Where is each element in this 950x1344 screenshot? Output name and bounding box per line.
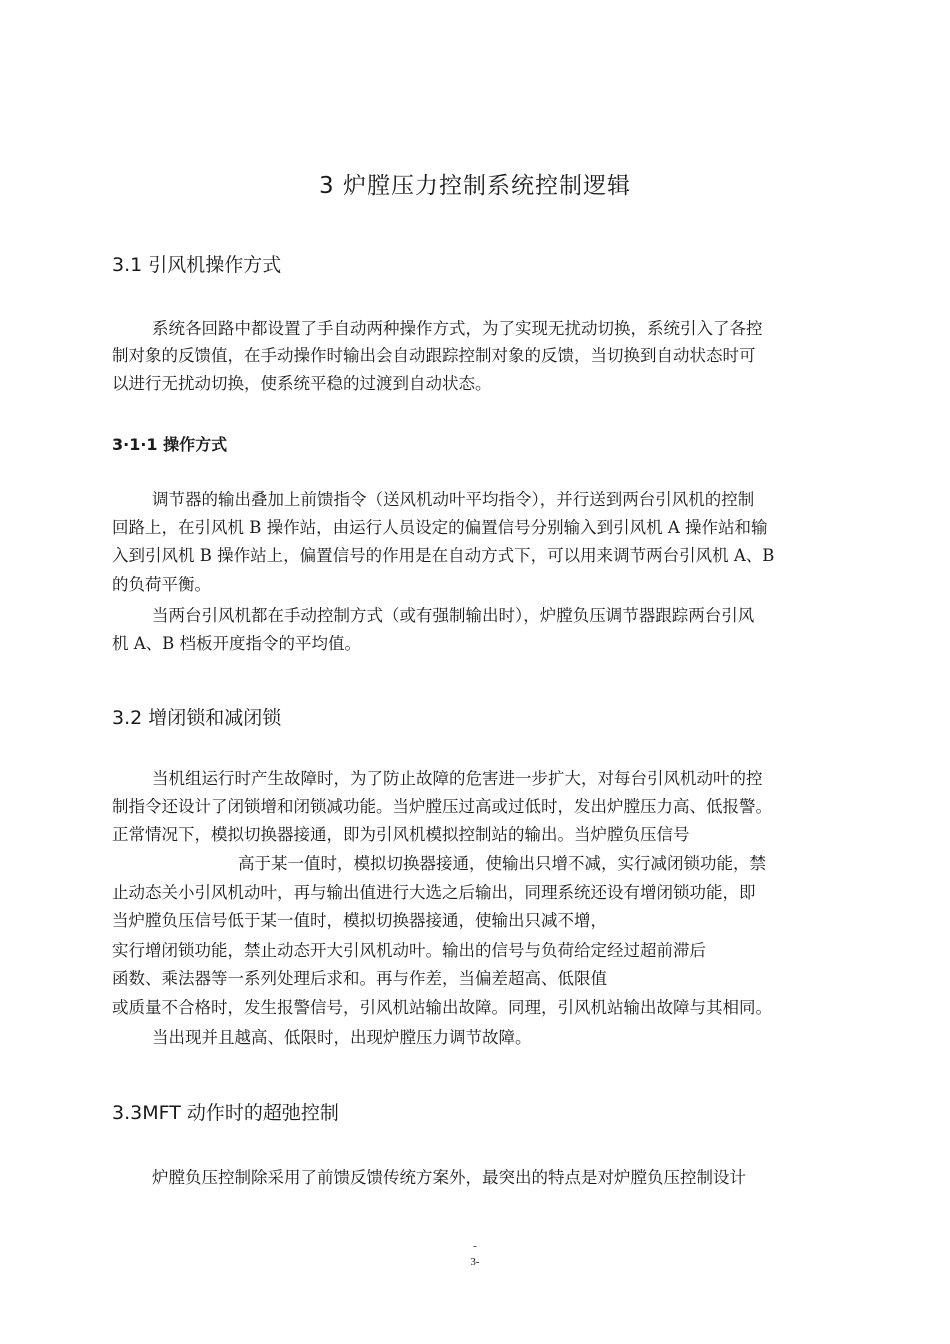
paragraph-line: 调节器的输出叠加上前馈指令（送风机动叶平均指令），并行送到两台引风机的控制	[152, 490, 755, 509]
paragraph-line: 制对象的反馈值，在手动操作时输出会自动跟踪控制对象的反馈，当切换到自动状态时可	[112, 346, 756, 365]
paragraph-line: 实行增闭锁功能，禁止动态开大引风机动叶。输出的信号与负荷给定经过超前滞后	[112, 941, 706, 960]
section-heading-3-2: 3.2 增闭锁和减闭锁	[112, 707, 282, 729]
paragraph-line: 函数、乘法器等一系列处理后求和。再与作差，当偏差超高、低限值	[112, 969, 607, 988]
page-title: 3 炉膛压力控制系统控制逻辑	[319, 173, 631, 199]
paragraph-line: 当两台引风机都在手动控制方式（或有强制输出时），炉膛负压调节器跟踪两台引风	[152, 606, 755, 625]
footer-dash: -	[473, 1240, 477, 1252]
paragraph-line: 止动态关小引风机动叶，再与输出值进行大选之后输出，同理系统还设有增闭锁功能，即	[112, 883, 756, 902]
section-heading-3-3: 3.3MFT 动作时的超弛控制	[112, 1102, 339, 1124]
paragraph-line: 以进行无扰动切换，使系统平稳的过渡到自动状态。	[112, 374, 492, 393]
paragraph-line: 当机组运行时产生故障时，为了防止故障的危害进一步扩大，对每台引风机动叶的控	[152, 769, 763, 788]
subsection-heading-3-1-1: 3·1·1 操作方式	[112, 435, 228, 454]
paragraph-line: 机 A、B 档板开度指令的平均值。	[112, 634, 362, 653]
paragraph-line: 正常情况下，模拟切换器接通，即为引风机模拟控制站的输出。当炉膛负压信号	[112, 825, 690, 844]
paragraph-line: 制指令还设计了闭锁增和闭锁减功能。当炉膛压过高或过低时，发出炉膛压力高、低报警。	[112, 797, 772, 816]
paragraph-line: 当出现并且越高、低限时，出现炉膛压力调节故障。	[152, 1028, 532, 1047]
paragraph-line: 的负荷平衡。	[112, 575, 211, 594]
paragraph-line: 或质量不合格时，发生报警信号，引风机站输出故障。同理，引风机站输出故障与其相同。	[112, 998, 772, 1017]
paragraph-line: 当炉膛负压信号低于某一值时，模拟切换器接通，使输出只减不增，	[112, 911, 607, 930]
section-heading-3-1: 3.1 引风机操作方式	[112, 254, 282, 276]
paragraph-line: 炉膛负压控制除采用了前馈反馈传统方案外，最突出的特点是对炉膛负压控制设计	[152, 1168, 746, 1187]
paragraph-line: 系统各回路中都设置了手自动两种操作方式，为了实现无扰动切换，系统引入了各控	[152, 319, 763, 338]
paragraph-line: 高于某一值时，模拟切换器接通，使输出只增不减，实行减闭锁功能，禁	[238, 854, 766, 873]
paragraph-line: 回路上，在引风机 B 操作站，由运行人员设定的偏置信号分别输入到引风机 A 操作站和输	[112, 518, 768, 537]
paragraph-line: 入到引风机 B 操作站上，偏置信号的作用是在自动方式下，可以用来调节两台引风机 A、B	[112, 546, 775, 565]
page-number: 3-	[470, 1256, 480, 1268]
